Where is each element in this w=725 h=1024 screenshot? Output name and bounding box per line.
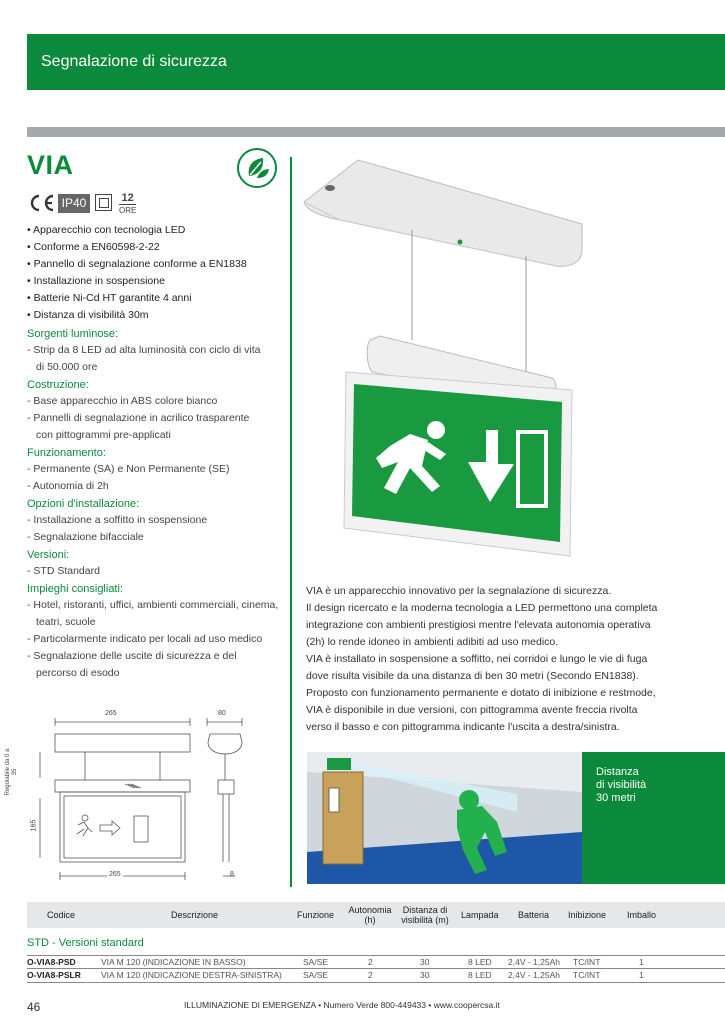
col-batteria: Batteria [518, 910, 550, 920]
spec-item: di 50.000 ore [36, 361, 98, 373]
dim-depth: 80 [218, 710, 226, 717]
col-autonomia-line2: (h) [364, 915, 376, 925]
spec-item: - Segnalazione bifacciale [27, 531, 144, 543]
col-distanza-line2: visibilità (m) [401, 915, 449, 925]
cell-descrizione: VIA M 120 (INDICAZIONE DESTRA-SINISTRA) [101, 970, 282, 980]
dim-height: 165 [30, 819, 38, 832]
description-line: (2h) lo rende idoneo in ambienti adibiti ad uso medico. [306, 636, 559, 648]
col-autonomia-line1: Autonomia [348, 905, 392, 915]
feature-list [27, 222, 287, 324]
ip-rating-badge: IP40 [58, 194, 90, 213]
cell-codice: O-VIA8-PSLR [27, 970, 81, 980]
ce-mark-icon [27, 193, 57, 213]
footer-text: ILLUMINAZIONE DI EMERGENZA • Numero Verde 800-449433 • www.coopercsa.it [184, 1000, 500, 1010]
cell-imballo: 1 [639, 957, 644, 967]
spec-heading: Funzionamento: [27, 447, 106, 459]
cell-batteria: 2,4V - 1,25Ah [508, 957, 560, 967]
autonomy-badge [119, 193, 136, 216]
section-header [27, 34, 725, 90]
description-line: Proposto con funzionamento permanente e dotato di inibizione e restmode, [306, 687, 656, 699]
description-line: VIA è un apparecchio innovativo per la segnalazione di sicurezza. [306, 585, 612, 597]
spec-item: con pittogrammi pre-applicati [36, 429, 171, 441]
group-title: STD - Versioni standard [27, 937, 144, 949]
description-line: integrazione con ambienti prestigiosi mentre l'elevata autonomia operativa [306, 619, 651, 631]
caption-line: 30 metri [596, 792, 636, 804]
spec-item: - STD Standard [27, 565, 100, 577]
spec-item: - Base apparecchio in ABS colore bianco [27, 395, 218, 407]
description-line: dove risulta visibile da una distanza di ben 30 metri (Secondo EN1838). [306, 670, 639, 682]
cell-distanza: 30 [420, 957, 430, 967]
spec-item: - Pannelli di segnalazione in acrilico trasparente [27, 412, 250, 424]
feature-item: • Installazione in sospensione [27, 275, 165, 287]
spec-heading: Sorgenti luminose: [27, 328, 119, 340]
spec-item: - Particolarmente indicato per locali ad uso medico [27, 633, 263, 645]
cell-inibizione: TC/INT [573, 957, 601, 967]
cell-batteria: 2,4V - 1,25Ah [508, 970, 560, 980]
col-autonomia [345, 905, 395, 925]
spec-item: - Segnalazione delle uscite di sicurezza e del [27, 650, 237, 662]
dim-thickness: 8 [230, 871, 234, 878]
page-number: 46 [27, 1000, 41, 1014]
col-inibizione: Inibizione [568, 910, 607, 920]
product-title: VIA [27, 150, 74, 180]
column-divider [290, 157, 292, 887]
spec-item: - Hotel, ristoranti, uffici, ambienti commerciali, cinema, [27, 599, 279, 611]
dim-width-top: 265 [105, 710, 117, 717]
description-line: verso il basso e con pittogramma indicante l'uscita a destra/sinistra. [306, 721, 620, 733]
table-header [27, 902, 725, 928]
spec-heading: Impieghi consigliati: [27, 583, 123, 595]
feature-item: • Batterie Ni-Cd HT garantite 4 anni [27, 292, 192, 304]
class-ii-icon [95, 194, 112, 211]
spec-item: teatri, scuole [36, 616, 96, 628]
section-title: Segnalazione di sicurezza [41, 53, 227, 70]
spec-heading: Opzioni d'installazione: [27, 498, 140, 510]
col-descrizione: Descrizione [171, 910, 219, 920]
product-description [306, 583, 721, 736]
technical-drawing [5, 708, 270, 886]
table-row [27, 955, 725, 969]
description-line: Il design ricercato e la moderna tecnologia a LED permettono una completa [306, 602, 658, 614]
cell-imballo: 1 [639, 970, 644, 980]
spec-heading: Versioni: [27, 549, 70, 561]
table-row [27, 968, 725, 983]
spec-item: - Permanente (SA) e Non Permanente (SE) [27, 463, 230, 475]
cell-funzione: SA/SE [303, 957, 329, 967]
cell-descrizione: VIA M 120 (INDICAZIONE IN BASSO) [101, 957, 246, 967]
feature-item: • Conforme a EN60598-2-22 [27, 241, 160, 253]
cell-autonomia: 2 [368, 957, 373, 967]
col-funzione: Funzione [297, 910, 335, 920]
description-line: VIA è disponibile in due versioni, con pittogramma avente freccia rivolta [306, 704, 638, 716]
product-image [300, 150, 725, 570]
caption-line: Distanza [596, 766, 639, 778]
photo-caption [582, 752, 725, 884]
cell-lampada: 8 LED [468, 957, 492, 967]
cell-funzione: SA/SE [303, 970, 329, 980]
spec-heading: Costruzione: [27, 379, 89, 391]
description-line: VIA è installato in sospensione a soffitto, nei corridoi e lungo le vie di fuga [306, 653, 648, 665]
cell-autonomia: 2 [368, 970, 373, 980]
spec-item: - Installazione a soffitto in sospensione [27, 514, 208, 526]
cell-codice: O-VIA8-PSD [27, 957, 76, 967]
cell-distanza: 30 [420, 970, 430, 980]
feature-item: • Apparecchio con tecnologia LED [27, 224, 186, 236]
col-distanza-line1: Distanza di [402, 905, 448, 915]
feature-item: • Pannello di segnalazione conforme a EN1838 [27, 258, 247, 270]
autonomy-hours: 12 [121, 192, 134, 204]
col-distanza [395, 905, 455, 925]
autonomy-unit: ORE [119, 206, 137, 215]
spec-sections [27, 328, 289, 682]
col-lampada: Lampada [461, 910, 499, 920]
feature-item: • Distanza di visibilità 30m [27, 309, 149, 321]
caption-line: di visibilità [596, 779, 647, 791]
col-imballo: Imballo [627, 910, 657, 920]
dim-width-bottom: 265 [109, 871, 121, 878]
spec-item: - Autonomia di 2h [27, 480, 109, 492]
spec-item: - Strip da 8 LED ad alta luminosità con ciclo di vita [27, 344, 261, 356]
divider-bar [27, 127, 725, 137]
spec-item: percorso di esodo [36, 667, 120, 679]
cell-inibizione: TC/INT [573, 970, 601, 980]
col-codice: Codice [47, 910, 76, 920]
cell-lampada: 8 LED [468, 970, 492, 980]
eco-leaf-icon [237, 148, 277, 188]
dim-adjustable: Regolabile da 0 a 35 [5, 748, 18, 796]
